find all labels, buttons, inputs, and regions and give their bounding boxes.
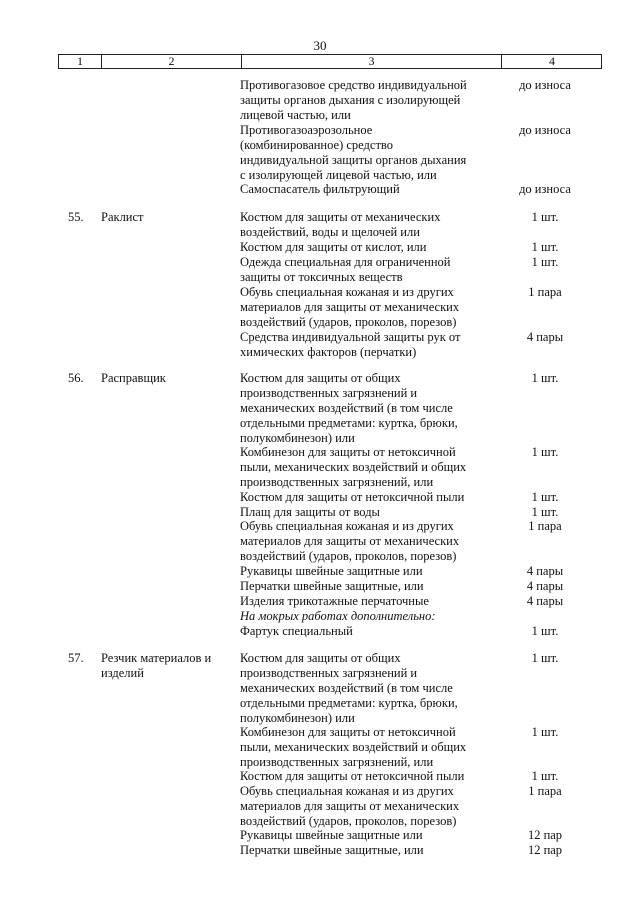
item-line: материалов для защиты от механических — [240, 534, 460, 548]
item-line: производственных загрязнений, или — [240, 755, 434, 769]
item-line: отдельными предметами: куртка, брюки, — [240, 696, 458, 710]
header-col-2: 2 — [168, 54, 175, 68]
item-quantity: 1 пара — [528, 285, 562, 299]
header-col-3: 3 — [368, 54, 375, 68]
item-quantity: 1 шт. — [531, 624, 559, 638]
item-line: с изолирующей лицевой частью, или — [240, 168, 437, 182]
item-line: производственных загрязнений и — [240, 666, 418, 680]
item-line: Костюм для защиты от нетоксичной пыли — [240, 769, 465, 783]
list-item — [240, 330, 490, 360]
item-quantity: 1 шт. — [531, 505, 559, 519]
item-line: материалов для защиты от механических — [240, 300, 460, 314]
list-item — [240, 725, 490, 770]
item-line: Перчатки швейные защитные, или — [240, 579, 424, 593]
list-item — [240, 182, 490, 197]
item-quantity: 1 шт. — [531, 210, 559, 224]
item-line: полукомбинезон) или — [240, 711, 355, 725]
list-item — [240, 505, 490, 520]
item-line: Плащ для защиты от воды — [240, 505, 380, 519]
list-item — [240, 843, 490, 858]
item-quantity: 1 шт. — [531, 255, 559, 269]
table-header — [58, 54, 602, 69]
list-item — [240, 123, 490, 183]
list-item — [240, 490, 490, 505]
entry-number: 57. — [68, 651, 84, 665]
item-quantity: 4 пары — [526, 330, 564, 344]
item-line: Противогазоаэрозольное — [240, 123, 373, 137]
item-quantity: 4 пары — [526, 594, 564, 608]
item-line: (комбинированное) средство — [240, 138, 393, 152]
item-line: химических факторов (перчатки) — [240, 345, 417, 359]
list-item — [240, 579, 490, 594]
list-item — [240, 210, 490, 240]
item-line: Комбинезон для защиты от нетоксичной — [240, 445, 456, 459]
item-quantity: до износа — [519, 123, 571, 137]
item-quantity: 1 шт. — [531, 240, 559, 254]
item-line: защиты от токсичных веществ — [240, 270, 403, 284]
item-quantity: 1 пара — [528, 784, 562, 798]
item-line: механических воздействий (в том числе — [240, 681, 453, 695]
item-line: воздействий (ударов, проколов, порезов) — [240, 549, 457, 563]
item-line: отдельными предметами: куртка, брюки, — [240, 416, 458, 430]
profession-line: Раклист — [101, 210, 144, 224]
item-line: Самоспасатель фильтрующий — [240, 182, 400, 196]
item-line: Рукавицы швейные защитные или — [240, 564, 423, 578]
list-item — [240, 784, 490, 829]
item-quantity: 1 пара — [528, 519, 562, 533]
item-line: Костюм для защиты от нетоксичной пыли — [240, 490, 465, 504]
item-line: Рукавицы швейные защитные или — [240, 828, 423, 842]
item-line: Обувь специальная кожаная и из других — [240, 784, 454, 798]
item-quantity: 12 пар — [527, 828, 563, 842]
entry-number: 56. — [68, 371, 84, 385]
profession-name — [101, 210, 231, 225]
item-line: Перчатки швейные защитные, или — [240, 843, 424, 857]
item-quantity: 4 пары — [526, 579, 564, 593]
profession-line: Резчик материалов и — [101, 651, 212, 665]
item-line: На мокрых работах дополнительно: — [240, 609, 436, 623]
entry-number: 55. — [68, 210, 84, 224]
list-item — [240, 445, 490, 490]
item-quantity: 1 шт. — [531, 445, 559, 459]
list-item — [240, 828, 490, 843]
item-line: лицевой частью, или — [240, 108, 351, 122]
item-quantity: 1 шт. — [531, 769, 559, 783]
item-line: Изделия трикотажные перчаточные — [240, 594, 429, 608]
item-line: пыли, механических воздействий и общих — [240, 460, 467, 474]
item-quantity: до износа — [519, 182, 571, 196]
item-line: полукомбинезон) или — [240, 431, 355, 445]
item-quantity: 1 шт. — [531, 725, 559, 739]
item-line: Противогазовое средство индивидуальной — [240, 78, 467, 92]
profession-name — [101, 371, 231, 386]
profession-name — [101, 651, 231, 681]
profession-line: Расправщик — [101, 371, 166, 385]
item-line: индивидуальной защиты органов дыхания — [240, 153, 467, 167]
list-item — [240, 519, 490, 564]
list-item — [240, 651, 490, 726]
list-item — [240, 564, 490, 579]
item-quantity: 1 шт. — [531, 490, 559, 504]
item-line: производственных загрязнений, или — [240, 475, 434, 489]
item-line: воздействий (ударов, проколов, порезов) — [240, 315, 457, 329]
item-line: Обувь специальная кожаная и из других — [240, 285, 454, 299]
list-item — [240, 371, 490, 446]
item-line: производственных загрязнений и — [240, 386, 418, 400]
list-item — [240, 285, 490, 330]
item-line: пыли, механических воздействий и общих — [240, 740, 467, 754]
section-note — [240, 609, 490, 624]
page-number: 30 — [313, 38, 327, 53]
item-line: Костюм для защиты от кислот, или — [240, 240, 427, 254]
item-line: защиты органов дыхания с изолирующей — [240, 93, 461, 107]
list-item — [240, 624, 490, 639]
item-line: воздействий (ударов, проколов, порезов) — [240, 814, 457, 828]
item-line: материалов для защиты от механических — [240, 799, 460, 813]
item-line: механических воздействий (в том числе — [240, 401, 453, 415]
item-line: Комбинезон для защиты от нетоксичной — [240, 725, 456, 739]
item-line: Обувь специальная кожаная и из других — [240, 519, 454, 533]
item-quantity: 1 шт. — [531, 371, 559, 385]
list-item — [240, 769, 490, 784]
item-line: Костюм для защиты от механических — [240, 210, 441, 224]
list-item — [240, 594, 490, 609]
item-line: Средства индивидуальной защиты рук от — [240, 330, 461, 344]
item-line: Фартук специальный — [240, 624, 353, 638]
header-col-1: 1 — [77, 54, 83, 68]
item-line: Костюм для защиты от общих — [240, 651, 401, 665]
list-item — [240, 255, 490, 285]
header-col-4: 4 — [549, 54, 555, 68]
item-quantity: 12 пар — [527, 843, 563, 857]
item-quantity: 4 пары — [526, 564, 564, 578]
profession-line: изделий — [101, 666, 144, 680]
item-quantity: до износа — [519, 78, 571, 92]
list-item — [240, 240, 490, 255]
item-line: Костюм для защиты от общих — [240, 371, 401, 385]
item-line: воздействий, воды и щелочей или — [240, 225, 420, 239]
item-line: Одежда специальная для ограниченной — [240, 255, 451, 269]
item-quantity: 1 шт. — [531, 651, 559, 665]
list-item — [240, 78, 490, 123]
